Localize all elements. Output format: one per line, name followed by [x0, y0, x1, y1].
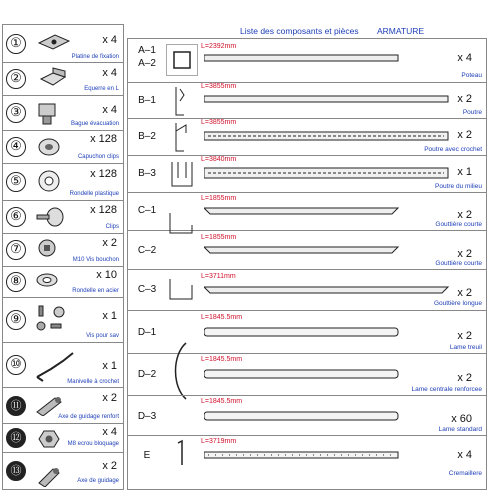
component-row-a: [128, 39, 486, 83]
square-post-profile: [166, 44, 198, 76]
component-row-d2: [128, 354, 486, 396]
component-qty: x 2: [457, 248, 472, 260]
part-qty: x 4: [102, 67, 117, 79]
long-gutter-drawing: [204, 284, 450, 296]
post-drawing: [204, 52, 400, 64]
part-qty: x 2: [102, 392, 117, 404]
component-name: Gouttière courte: [435, 221, 482, 228]
part-number: ④: [6, 137, 26, 157]
component-length: L=3855mm: [201, 83, 237, 90]
crank-icon: [33, 347, 77, 383]
part-name: Capuchon clips: [77, 154, 119, 160]
louvre-drawing: [204, 325, 400, 339]
middle-beam-drawing: [204, 165, 450, 181]
component-row-c3: [128, 270, 486, 311]
component-code: A–1: [138, 45, 156, 56]
steel-washer-icon: [33, 271, 73, 289]
component-qty: x 4: [457, 52, 472, 64]
part-qty: x 4: [102, 104, 117, 116]
part-qty: x 128: [90, 133, 117, 145]
part-qty: x 10: [96, 269, 117, 281]
component-name: Lame centrale renforcee: [411, 386, 482, 393]
component-qty: x 2: [457, 209, 472, 221]
part-name: Clips: [105, 224, 119, 230]
component-code: B–1: [138, 95, 156, 106]
component-name: Gouttière longue: [433, 300, 482, 307]
plastic-washer-icon: [33, 168, 73, 194]
part-row-6: [3, 201, 123, 234]
guide-axle-reinforced-icon: [33, 392, 73, 416]
component-qty: x 4: [457, 449, 472, 461]
component-code: D–3: [137, 411, 157, 422]
part-number: ⑬: [6, 461, 26, 481]
part-number: ⑫: [6, 428, 26, 448]
part-name: Rondelle plastique: [69, 191, 119, 197]
component-name: Cremaillere: [448, 470, 482, 477]
beam-drawing: [204, 93, 450, 105]
hooked-beam-drawing: [204, 129, 450, 143]
part-number: ⑧: [6, 272, 26, 292]
component-code: C–2: [137, 245, 157, 256]
part-qty: x 4: [102, 34, 117, 46]
part-row-5: [3, 164, 123, 201]
component-qty: x 1: [457, 166, 472, 178]
component-row-b3: [128, 156, 486, 193]
part-row-1: [3, 25, 123, 63]
component-row-b1: [128, 83, 486, 119]
title-text: Liste des composants et pièces: [240, 26, 359, 36]
frame-components-table: [127, 38, 487, 490]
drain-ring-icon: [33, 100, 73, 126]
part-row-12: [3, 424, 123, 453]
part-name: M8 ecrou bloquage: [67, 441, 119, 447]
louvre-drawing: [204, 367, 400, 381]
component-length: L=1845.5mm: [201, 398, 243, 405]
component-name: Gouttière courte: [435, 260, 482, 267]
component-name: Poteau: [461, 72, 482, 79]
component-row-d1: [128, 311, 486, 354]
short-gutter-drawing: [204, 244, 400, 256]
part-row-4: [3, 131, 123, 164]
part-number: ⑦: [6, 240, 26, 260]
part-name: Axe de guidage: [77, 478, 119, 484]
part-number: ⑤: [6, 172, 26, 192]
part-row-3: [3, 96, 123, 131]
title-armature: ARMATURE: [376, 26, 425, 36]
l-bracket-icon: [33, 67, 73, 89]
part-name: Manivelle à crochet: [67, 379, 119, 385]
component-name: Poutre du milieu: [435, 183, 482, 190]
part-row-8: [3, 267, 123, 298]
component-code: A–2: [138, 58, 156, 69]
component-qty: x 2: [457, 287, 472, 299]
part-row-7: [3, 234, 123, 267]
part-name: Bague évacuation: [70, 121, 119, 127]
part-number: ②: [6, 69, 26, 89]
component-code: C–3: [137, 284, 157, 295]
part-qty: x 2: [102, 237, 117, 249]
screw-set-icon: [33, 302, 73, 336]
component-name: Poutre avec crochet: [424, 146, 482, 153]
part-number: ⑥: [6, 207, 26, 227]
plate-icon: [33, 29, 73, 53]
part-row-10: [3, 343, 123, 388]
part-name: M10 Vis bouchon: [72, 257, 119, 263]
component-qty: x 2: [457, 330, 472, 342]
component-length: L=1845.5mm: [201, 314, 243, 321]
hardware-parts-list: [2, 24, 124, 490]
part-qty: x 1: [102, 310, 117, 322]
part-number: ⑪: [6, 396, 26, 416]
component-code: B–3: [138, 168, 156, 179]
component-code: B–2: [138, 131, 156, 142]
part-number: ⑨: [6, 310, 26, 330]
component-length: L=1845.5mm: [201, 356, 243, 363]
part-name: Platine de fixation: [71, 54, 119, 60]
component-code: D–1: [137, 327, 157, 338]
gutter-profile: [166, 209, 196, 239]
component-length: L=3840mm: [201, 156, 237, 163]
component-length: L=2392mm: [201, 43, 237, 50]
louvre-drawing: [204, 409, 400, 423]
component-name: Lame standard: [438, 426, 482, 433]
component-row-d3: [128, 396, 486, 436]
part-number: ⑩: [6, 355, 26, 375]
component-row-c2: [128, 231, 486, 270]
part-qty: x 1: [102, 360, 117, 372]
component-length: L=3711mm: [201, 273, 236, 280]
component-length: L=1855mm: [201, 234, 237, 241]
component-length: L=3855mm: [201, 119, 237, 126]
short-gutter-drawing: [204, 205, 400, 217]
cap-screw-icon: [33, 238, 73, 260]
beam-profile: [166, 85, 196, 117]
hooked-beam-profile: [166, 121, 196, 153]
component-qty: x 2: [457, 372, 472, 384]
page-title: [240, 26, 424, 36]
component-qty: x 2: [457, 129, 472, 141]
rack-drawing: [204, 449, 400, 461]
component-row-e: [128, 436, 486, 491]
part-name: Axe de guidage renfort: [58, 414, 119, 420]
component-name: Poutre: [462, 109, 482, 116]
part-name: Vis pour sav: [86, 333, 119, 339]
part-number: ①: [6, 34, 26, 54]
component-code: E: [143, 450, 151, 461]
part-qty: x 4: [102, 426, 117, 438]
component-qty: x 2: [457, 93, 472, 105]
part-number: ③: [6, 103, 26, 123]
part-name: Rondelle en acier: [72, 288, 119, 294]
middle-beam-profile: [166, 158, 198, 190]
component-code: D–2: [137, 369, 157, 380]
part-row-9: [3, 298, 123, 343]
clip-icon: [33, 205, 73, 229]
part-row-11: [3, 388, 123, 424]
component-length: L=1855mm: [201, 195, 237, 202]
component-qty: x 60: [451, 413, 472, 425]
part-name: Equerre en L: [84, 86, 119, 92]
part-qty: x 2: [102, 460, 117, 472]
part-qty: x 128: [90, 168, 117, 180]
part-row-2: [3, 63, 123, 96]
component-row-b2: [128, 119, 486, 156]
part-row-13: [3, 453, 123, 489]
component-length: L=3719mm: [201, 438, 237, 445]
component-code: C–1: [137, 205, 157, 216]
long-gutter-profile: [166, 275, 196, 305]
guide-axle-icon: [33, 457, 73, 487]
component-name: Lame treuil: [449, 344, 482, 351]
clip-cap-icon: [33, 135, 73, 157]
part-qty: x 128: [90, 204, 117, 216]
rack-profile: [166, 439, 196, 469]
